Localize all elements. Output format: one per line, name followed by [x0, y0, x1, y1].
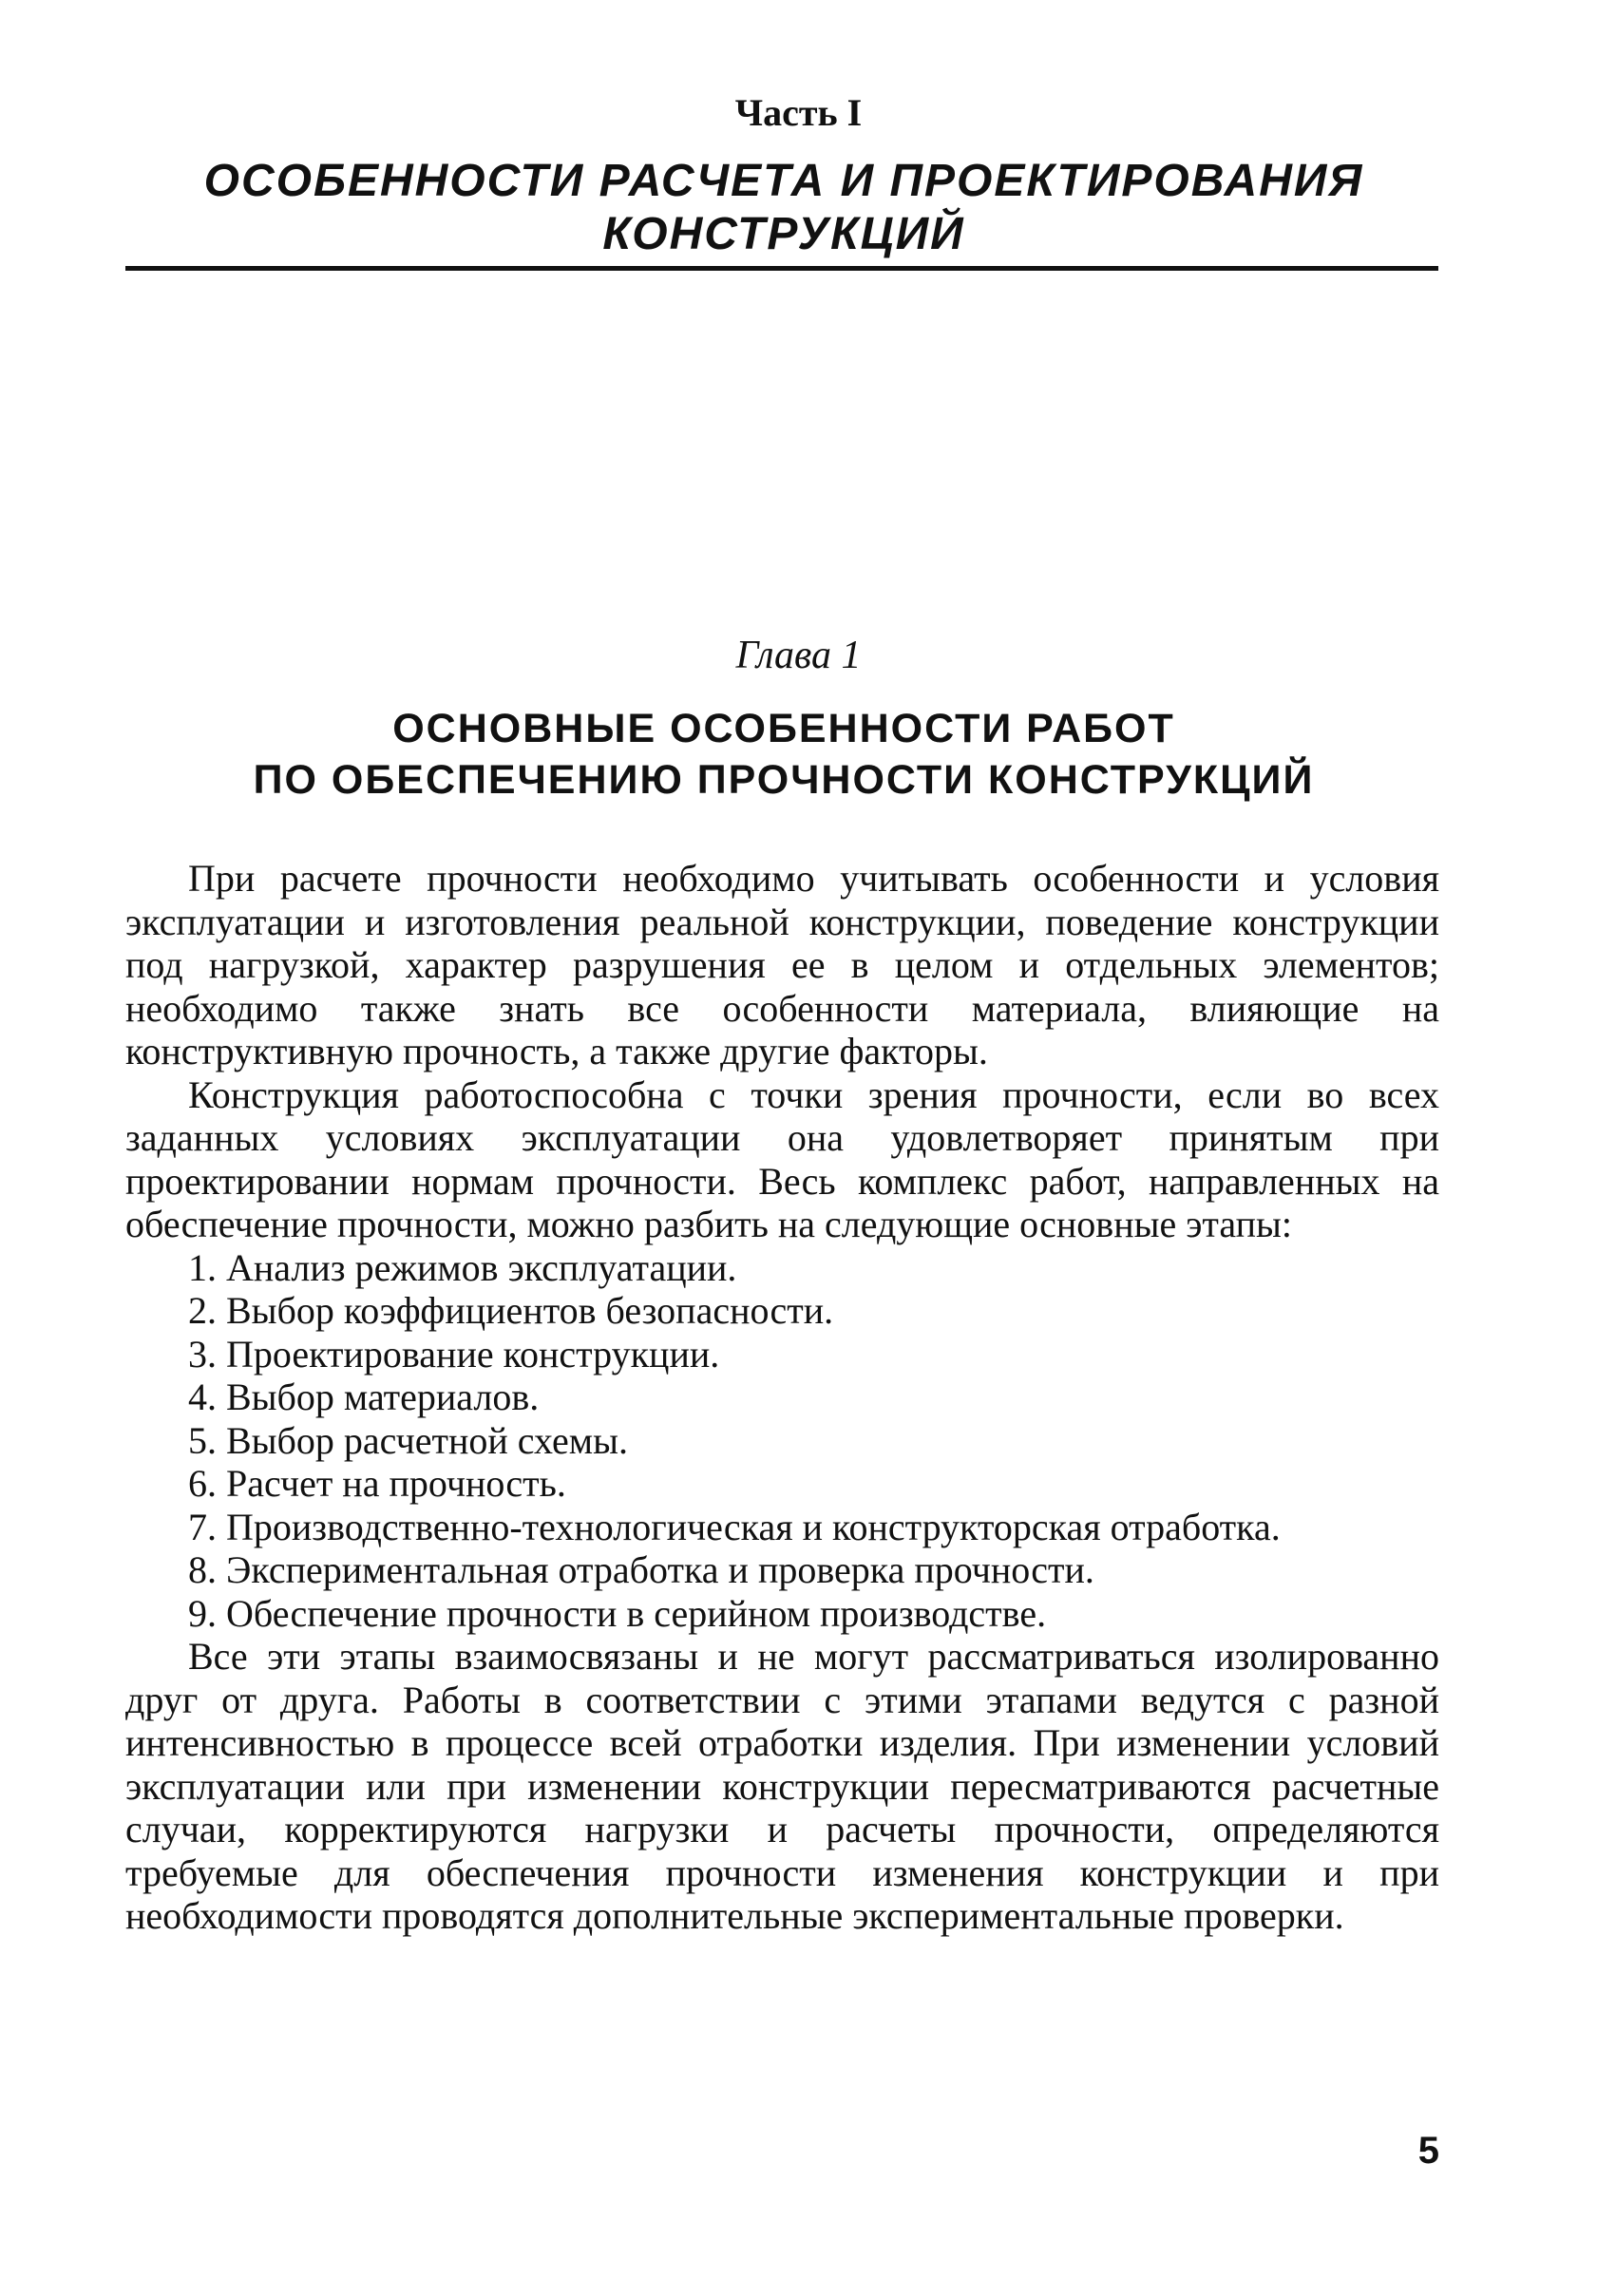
list-item: 4. Выбор материалов.: [188, 1376, 540, 1418]
part-title-line: КОНСТРУКЦИЙ: [602, 209, 965, 259]
part-title-line: ОСОБЕННОСТИ РАСЧЕТА И ПРОЕКТИРОВАНИЯ: [203, 156, 1364, 206]
chapter-label: Глава 1: [735, 634, 862, 677]
list-item: 8. Экспериментальная отработка и проверка прочности.: [188, 1548, 1094, 1591]
list-item: 6. Расчет на прочность.: [188, 1462, 566, 1505]
list-item: 9. Обеспечение прочности в серийном производстве.: [188, 1591, 1047, 1635]
paragraph: При расчете прочности необходимо учитывать особенности и условия эксплуатации и изготовления реальной конструкции, поведение конструкции под нагрузкой, характер разрушения ее в целом и отдельных элементов; необходимо также знать все особенности материала, влияющие на конструктивную прочность, а также другие факторы.: [125, 857, 1439, 1072]
page-number: 5: [1417, 2130, 1439, 2172]
body-text: [125, 857, 1439, 1938]
paragraph: Конструкция работоспособна с точки зрения прочности, если во всех заданных условиях эксплуатации она удовлетворяет принятым при проектировании нормам прочности. Весь комплекс работ, направленных на обеспечение прочности, можно разбить на следующие основные этапы:: [125, 1072, 1439, 1245]
list-item: 3. Проектирование конструкции.: [188, 1332, 720, 1376]
paragraph: Все эти этапы взаимосвязаны и не могут рассматриваться изолированно друг от друга. Работы в соответствии с этими этапами ведутся с разной интенсивностью в процессе всей отработки изделия. При изменении условий эксплуатации или при изменении конструкции пересматриваются расчетные случаи, корректируются нагрузки и расчеты прочности, определяются требуемые для обеспечения прочности изменения конструкции и при необходимости проводятся дополнительные экспериментальные проверки.: [125, 1635, 1439, 1937]
section-divider: [125, 266, 1438, 271]
list-item: 7. Производственно-технологическая и конструкторская отработка.: [188, 1505, 1281, 1548]
list-item: 2. Выбор коэффициентов безопасности.: [188, 1289, 834, 1332]
chapter-title-line: ОСНОВНЫЕ ОСОБЕННОСТИ РАБОТ: [392, 706, 1175, 751]
list-item: 1. Анализ режимов эксплуатации.: [188, 1245, 737, 1289]
list-item: 5. Выбор расчетной схемы.: [188, 1418, 628, 1462]
part-label: Часть I: [734, 91, 863, 134]
part-title: [124, 155, 1444, 261]
steps-list: [125, 1246, 1439, 1636]
chapter-title-line: ПО ОБЕСПЕЧЕНИЮ ПРОЧНОСТИ КОНСТРУКЦИЙ: [253, 757, 1315, 803]
chapter-title: [124, 703, 1444, 806]
